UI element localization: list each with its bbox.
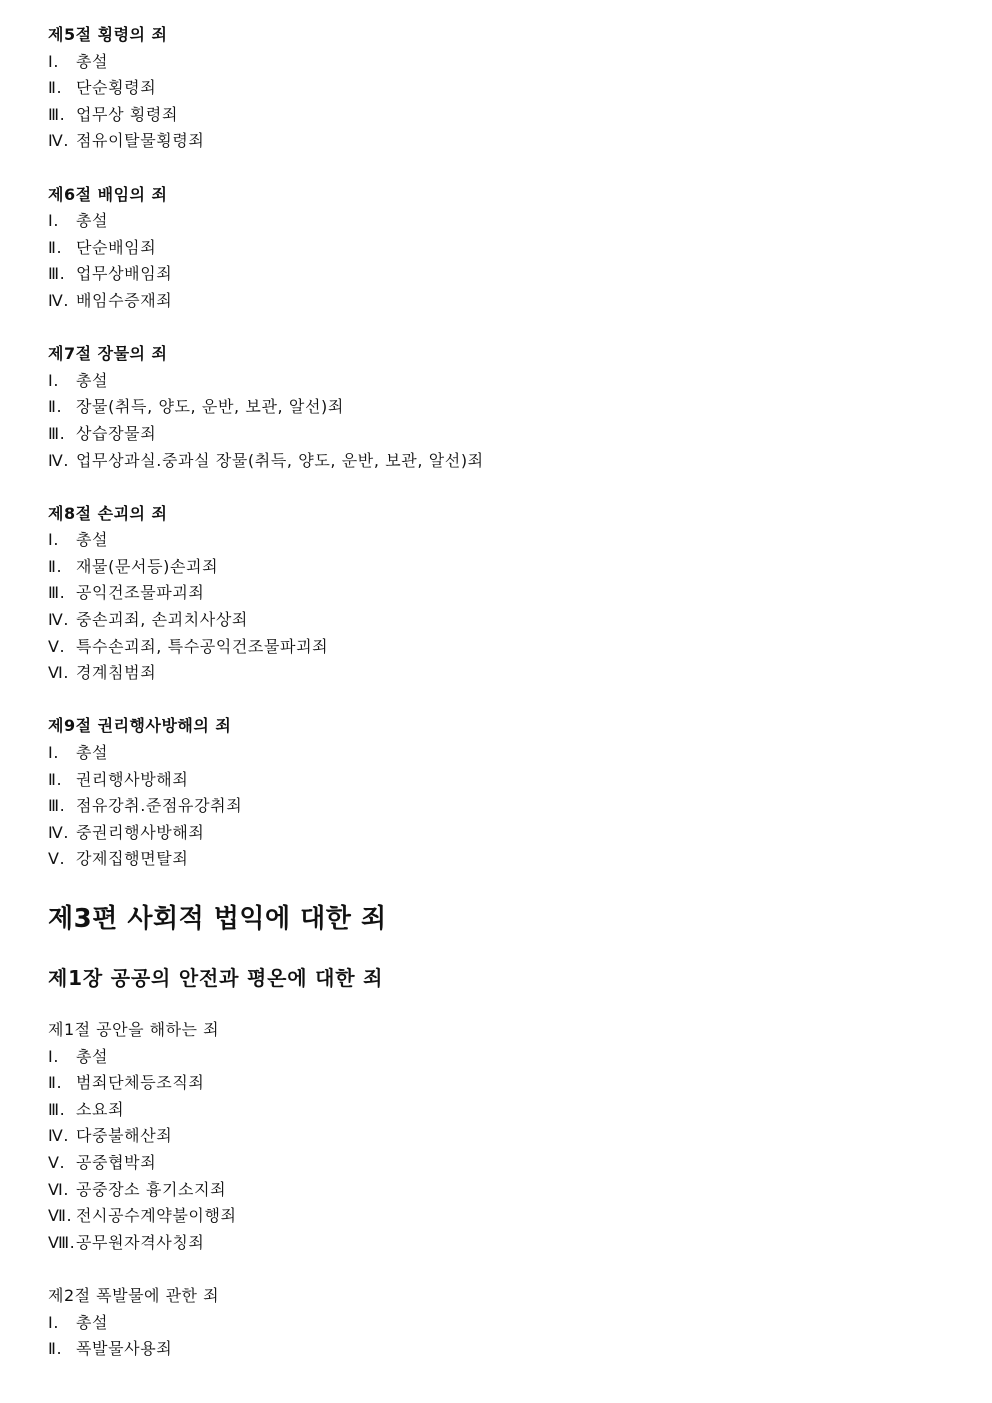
item-text: 업무상 횡령죄 <box>76 104 179 124</box>
spacer <box>48 687 948 714</box>
item-number: Ⅷ. <box>48 1232 76 1252</box>
list-item <box>48 793 948 820</box>
list-item <box>48 634 948 661</box>
item-number: Ⅲ. <box>48 583 66 603</box>
item-text: 중권리행사방해죄 <box>76 822 205 842</box>
item-text: 폭발물사용죄 <box>76 1339 173 1359</box>
item-number: Ⅳ. <box>48 131 70 151</box>
item-text: 총설 <box>76 530 109 550</box>
spacer <box>48 474 948 501</box>
item-text: 전시공수계약불이행죄 <box>76 1206 237 1226</box>
item-text: 공중협박죄 <box>76 1152 157 1172</box>
list-item <box>48 1177 948 1204</box>
item-text: 강제집행면탈죄 <box>76 849 189 869</box>
section-title: 제2절 폭발물에 관한 죄 <box>48 1285 220 1305</box>
section <box>48 501 948 714</box>
item-number: Ⅳ. <box>48 290 70 310</box>
list-item <box>48 1123 948 1150</box>
item-number: Ⅴ. <box>48 636 66 656</box>
item-text: 공중장소 흉기소지죄 <box>76 1179 227 1199</box>
item-number: Ⅲ. <box>48 796 66 816</box>
item-number: Ⅴ. <box>48 1152 66 1172</box>
item-number: Ⅵ. <box>48 663 70 683</box>
item-text: 총설 <box>76 211 109 231</box>
item-number: Ⅲ. <box>48 104 66 124</box>
list-item <box>48 1070 948 1097</box>
section <box>48 22 948 182</box>
item-number: Ⅳ. <box>48 822 70 842</box>
item-number: Ⅳ. <box>48 450 70 470</box>
item-text: 소요죄 <box>76 1099 125 1119</box>
item-number: Ⅱ. <box>48 1073 63 1093</box>
list-item <box>48 767 948 794</box>
section <box>48 713 948 873</box>
list-item <box>48 49 948 76</box>
list-item <box>48 846 948 873</box>
item-number: Ⅱ. <box>48 78 63 98</box>
item-number: Ⅰ. <box>48 530 60 550</box>
item-number: Ⅳ. <box>48 1126 70 1146</box>
section-title: 제5절 횡령의 죄 <box>48 25 168 44</box>
item-number: Ⅱ. <box>48 1339 63 1359</box>
item-number: Ⅲ. <box>48 1099 66 1119</box>
item-text: 총설 <box>76 51 109 71</box>
item-text: 공익건조물파괴죄 <box>76 583 205 603</box>
item-number: Ⅰ. <box>48 211 60 231</box>
list-item <box>48 554 948 581</box>
section-title: 제7절 장물의 죄 <box>48 344 168 364</box>
item-text: 재물(문서등)손괴죄 <box>76 556 219 576</box>
item-text: 공무원자격사칭죄 <box>76 1232 205 1252</box>
item-text: 총설 <box>76 743 109 763</box>
item-number: Ⅰ. <box>48 743 60 763</box>
item-number: Ⅲ. <box>48 423 66 443</box>
list-item <box>48 1044 948 1071</box>
item-text: 총설 <box>76 1312 109 1332</box>
item-number: Ⅰ. <box>48 370 60 390</box>
item-text: 업무상과실.중과실 장물(취득, 양도, 운반, 보관, 알선)죄 <box>76 450 484 470</box>
item-number: Ⅱ. <box>48 556 63 576</box>
chapter-title: 제1장 공공의 안전과 평온에 대한 죄 <box>48 966 384 990</box>
list-item <box>48 1230 948 1257</box>
item-text: 경계침범죄 <box>76 663 157 683</box>
item-text: 권리행사방해죄 <box>76 769 189 789</box>
spacer <box>48 1256 948 1283</box>
section <box>48 341 948 501</box>
list-item <box>48 421 948 448</box>
section <box>48 1283 948 1363</box>
list-item <box>48 261 948 288</box>
list-item <box>48 1336 948 1363</box>
item-number: Ⅴ. <box>48 849 66 869</box>
spacer <box>48 155 948 182</box>
item-number: Ⅶ. <box>48 1206 73 1226</box>
item-number: Ⅱ. <box>48 397 63 417</box>
item-number: Ⅱ. <box>48 237 63 257</box>
list-item <box>48 660 948 687</box>
list-item <box>48 288 948 315</box>
document-page <box>48 22 948 1363</box>
item-text: 단순배임죄 <box>76 237 157 257</box>
list-item <box>48 235 948 262</box>
list-item <box>48 102 948 129</box>
item-number: Ⅵ. <box>48 1179 70 1199</box>
sections-group-a <box>48 22 948 873</box>
item-number: Ⅳ. <box>48 610 70 630</box>
item-text: 상습장물죄 <box>76 423 157 443</box>
list-item <box>48 1097 948 1124</box>
list-item <box>48 820 948 847</box>
list-item <box>48 527 948 554</box>
list-item <box>48 607 948 634</box>
list-item <box>48 208 948 235</box>
item-text: 총설 <box>76 1046 109 1066</box>
list-item <box>48 394 948 421</box>
list-item <box>48 580 948 607</box>
item-text: 배임수증재죄 <box>76 290 173 310</box>
section-title: 제1절 공안을 해하는 죄 <box>48 1020 220 1039</box>
item-number: Ⅱ. <box>48 769 63 789</box>
spacer <box>48 315 948 342</box>
item-text: 장물(취득, 양도, 운반, 보관, 알선)죄 <box>76 397 344 417</box>
item-text: 단순횡령죄 <box>76 78 157 98</box>
section-title: 제8절 손괴의 죄 <box>48 503 168 523</box>
list-item <box>48 128 948 155</box>
item-text: 특수손괴죄, 특수공익건조물파괴죄 <box>76 636 329 656</box>
spacer <box>48 993 948 1017</box>
section-title: 제9절 권리행사방해의 죄 <box>48 716 232 736</box>
item-text: 중손괴죄, 손괴치사상죄 <box>76 610 248 630</box>
list-item <box>48 368 948 395</box>
list-item <box>48 1150 948 1177</box>
section-title: 제6절 배임의 죄 <box>48 184 168 204</box>
list-item <box>48 448 948 475</box>
list-item <box>48 75 948 102</box>
item-number: Ⅰ. <box>48 1046 60 1066</box>
item-text: 업무상배임죄 <box>76 264 173 284</box>
section <box>48 182 948 342</box>
list-item <box>48 740 948 767</box>
item-text: 총설 <box>76 370 109 390</box>
item-number: Ⅰ. <box>48 1312 60 1332</box>
sections-group-b <box>48 1017 948 1363</box>
part-title: 제3편 사회적 법익에 대한 죄 <box>48 904 387 934</box>
item-text: 다중불해산죄 <box>76 1126 173 1146</box>
section <box>48 1017 948 1283</box>
list-item <box>48 1310 948 1337</box>
list-item <box>48 1203 948 1230</box>
item-number: Ⅲ. <box>48 264 66 284</box>
item-number: Ⅰ. <box>48 51 60 71</box>
item-text: 점유강취.준점유강취죄 <box>76 796 243 816</box>
item-text: 점유이탈물횡령죄 <box>76 131 205 151</box>
item-text: 범죄단체등조직죄 <box>76 1073 205 1093</box>
